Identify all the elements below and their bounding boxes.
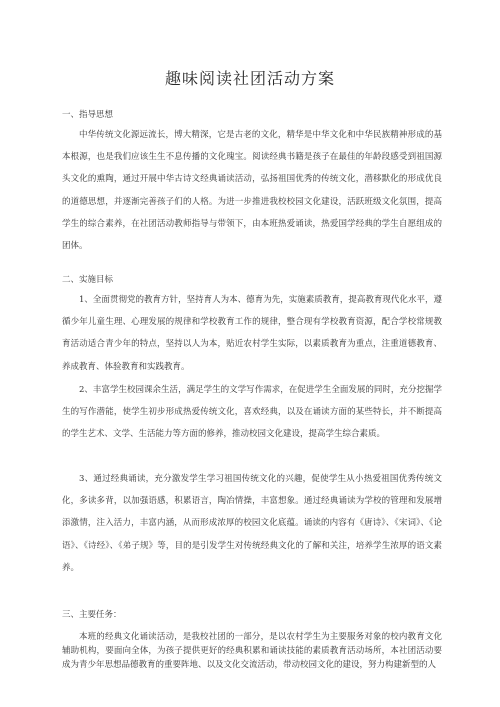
paragraph-goal-2: 2、丰富学生校园课余生活，满足学生的文学写作需求，在促进学生全面发展的同时，充分挖掘学生的写作潜能，使学生初步形成热爱传统文化，喜欢经典，以及在诵读方面的某些特长，并不断提高的学生艺术、文学、生活能力等方面的修养，推动校园文化建设，提高学生综合素质。 bbox=[62, 385, 442, 440]
paragraph-tasks: 本班的经典文化诵读活动，是我校社团的一部分，是以农村学生为主要服务对象的校内教育文化辅助机构，要面向全体，为孩子提供更好的经典积累和诵读技能的素质教育活动场所，本社团活动要成为青少年思想品德教育的重要阵地、以及文化交流活动，带动校园文化的建设，努力构建新型的人 bbox=[62, 632, 442, 670]
paragraph-guiding: 中华传统文化源远流长，博大精深，它是古老的文化，精华是中华文化和中华民族精神形成的基本根源，也是我们应该生生不息传播的文化瑰宝。阅读经典书籍是孩子在最佳的年龄段感受到祖国源头文化的熏陶，通过开展中华古诗文经典诵读活动，弘扬祖国优秀的传统文化，潜移默化的形成优良的道德思想，并逐渐完善孩子们的人格。为进一步推进我校校园文化建设，活跃班级文化氛围，提高学生的综合素养，在社团活动教师指导与带领下，由本班热爱诵读，热爱国学经典的学生自愿组成的团体。 bbox=[62, 130, 442, 252]
paragraph-goal-3: 3、通过经典诵读，充分激发学生学习祖国传统文化的兴趣，促使学生从小热爱祖国优秀传统文化，多读多背，以加强语感，积累语言，陶冶情操，丰富想象。通过经典诵读为学校的管理和发展增添激情，注入活力，丰富内涵，从而形成浓厚的校园文化底蕴。诵读的内容有《唐诗》、《宋词》、《论语》、《诗经》、《弟子规》等，目的是引发学生对传统经典文化的了解和关注，培养学生浓厚的语文素养。 bbox=[62, 474, 442, 573]
section-heading-guiding: 一、指导思想 bbox=[62, 110, 114, 120]
section-heading-tasks: 三、主要任务： bbox=[62, 610, 122, 620]
paragraph-goal-1: 1、全面贯彻党的教育方针，坚持育人为本、德育为先，实施素质教育，提高教育现代化水平，遵循少年儿童生理、心理发展的规律和学校教育工作的规律，整合现有学校教育资源，配合学校常规教育活动适合青少年的特点，坚持以人为本，贴近农村学生实际，以素质教育为重点，注重道德教育、养成教育、体验教育和实践教育。 bbox=[62, 295, 442, 372]
page-title: 趣味阅读社团活动方案 bbox=[164, 69, 335, 88]
section-heading-goals: 二、实施目标 bbox=[62, 275, 114, 285]
